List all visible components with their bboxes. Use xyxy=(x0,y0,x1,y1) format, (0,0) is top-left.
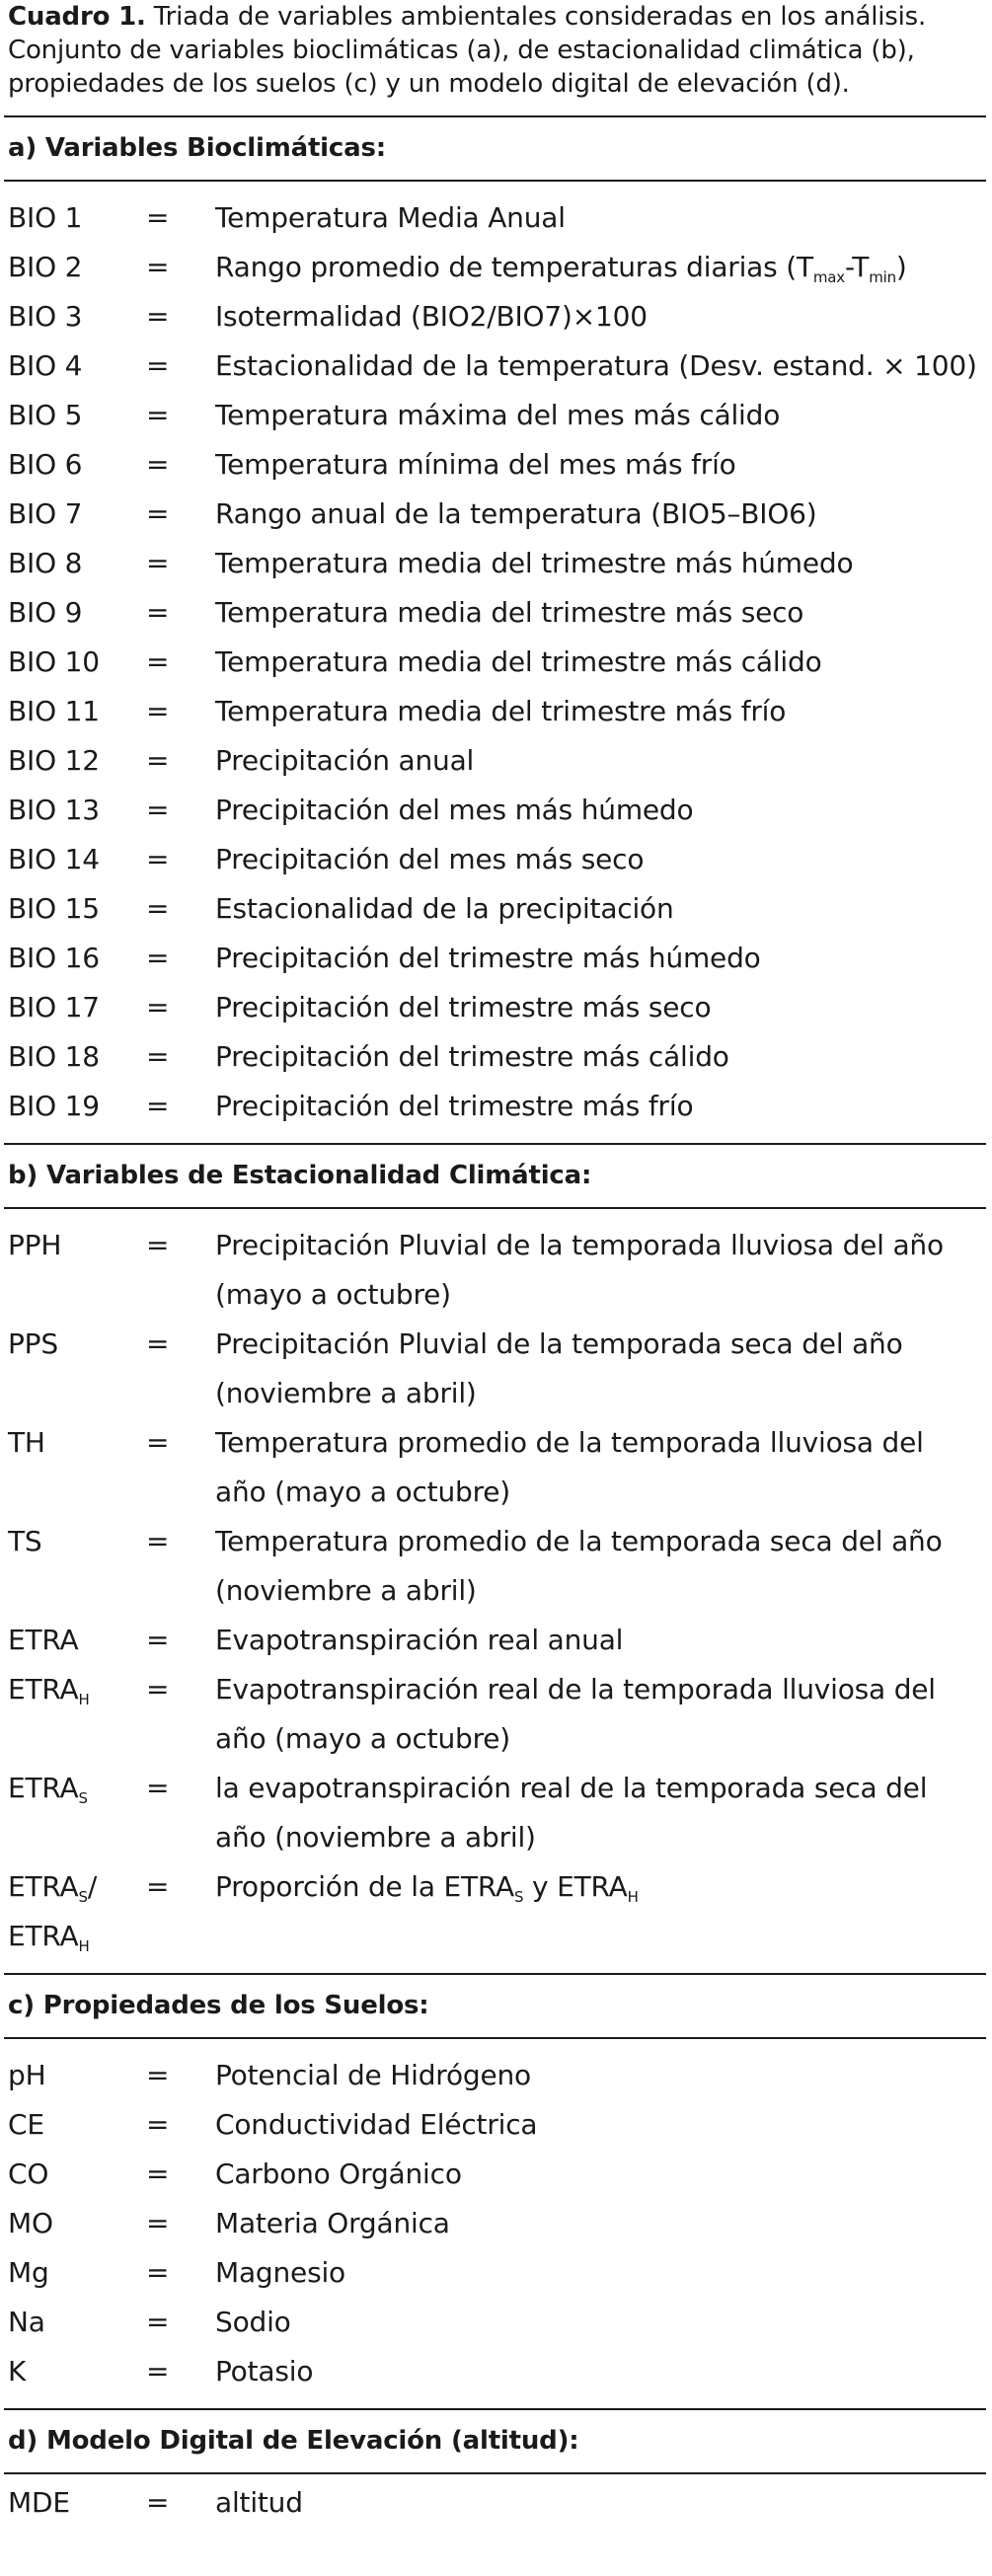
equals-sign: = xyxy=(146,1772,170,1804)
variable-code: BIO 4 xyxy=(8,349,83,382)
variable-description: Estacionalidad de la precipitación xyxy=(215,892,674,925)
variable-description: Potasio xyxy=(215,2355,314,2387)
variable-code: TH xyxy=(8,1426,45,1459)
equals-sign: = xyxy=(146,2306,170,2338)
variable-description: Temperatura media del trimestre más seco xyxy=(215,596,804,629)
equals-sign: = xyxy=(146,251,170,283)
equals-sign: = xyxy=(146,399,170,431)
table-row xyxy=(8,2150,984,2199)
variable-code: TS xyxy=(8,1525,42,1557)
table-row xyxy=(8,638,984,687)
table-row xyxy=(8,1082,984,1131)
variable-code: BIO 10 xyxy=(8,645,100,678)
section-b-rows xyxy=(8,1209,984,1973)
section-b-title: b) Variables de Estacionalidad Climática: xyxy=(8,1161,592,1190)
equals-sign: = xyxy=(146,695,170,727)
equals-sign: = xyxy=(146,942,170,974)
variable-description: Precipitación del mes más húmedo xyxy=(215,794,694,826)
table-row xyxy=(8,1517,984,1616)
table-row xyxy=(8,2298,984,2347)
variable-code: BIO 14 xyxy=(8,843,100,875)
equals-sign: = xyxy=(146,497,170,530)
variable-description: altitud xyxy=(215,2486,303,2519)
table-row xyxy=(8,391,984,440)
variable-description: Conductividad Eléctrica xyxy=(215,2108,538,2141)
variable-code: K xyxy=(8,2355,27,2387)
variable-description: la evapotranspiración real de la temporada seca del año (noviembre a abril) xyxy=(215,1772,928,1854)
variable-code: BIO 3 xyxy=(8,300,83,333)
table-row xyxy=(8,934,984,983)
equals-sign: = xyxy=(146,596,170,629)
variable-code: Na xyxy=(8,2306,45,2338)
section-d-rows xyxy=(8,2474,984,2539)
equals-sign: = xyxy=(146,201,170,234)
table-row xyxy=(8,1764,984,1862)
variable-description: Temperatura máxima del mes más cálido xyxy=(215,399,781,431)
variable-code: $ETRA_S/$ $ETRA_H$ xyxy=(8,1870,98,1955)
variable-description: Isotermalidad (BIO2/BIO7)×100 xyxy=(215,300,648,333)
variable-description: Temperatura media del trimestre más frío xyxy=(215,695,787,727)
variable-code: $ETRA_S$ xyxy=(8,1772,88,1807)
table-row xyxy=(8,292,984,341)
equals-sign: = xyxy=(146,1229,170,1261)
variable-code: PPS xyxy=(8,1327,58,1360)
table-row xyxy=(8,687,984,736)
variable-description: Rango promedio de temperaturas diarias $(T_{max}-T_{min})$ xyxy=(215,251,907,286)
table-row xyxy=(8,2248,984,2298)
variable-description: Precipitación del trimestre más frío xyxy=(215,1090,694,1122)
variable-code: $ETRA_H$ xyxy=(8,1673,90,1708)
variable-code: BIO 2 xyxy=(8,251,83,283)
equals-sign: = xyxy=(146,2486,170,2519)
equals-sign: = xyxy=(146,794,170,826)
variable-code: PPH xyxy=(8,1229,62,1261)
equals-sign: = xyxy=(146,1624,170,1656)
variable-code: CE xyxy=(8,2108,44,2141)
variable-code: BIO 13 xyxy=(8,794,100,826)
variable-description: Proporción de la $ETRA_S$ y $ETRA_H$ xyxy=(215,1870,639,1906)
equals-sign: = xyxy=(146,991,170,1023)
equals-sign: = xyxy=(146,1870,170,1903)
variable-description: Temperatura media del trimestre más húmedo xyxy=(215,547,854,579)
variable-code: BIO 5 xyxy=(8,399,83,431)
variable-code: BIO 7 xyxy=(8,497,83,530)
variable-code: CO xyxy=(8,2158,49,2190)
equals-sign: = xyxy=(146,843,170,875)
table-row xyxy=(8,983,984,1032)
variable-description: Rango anual de la temperatura (BIO5–BIO6) xyxy=(215,497,817,530)
table-row xyxy=(8,1665,984,1764)
section-c-title: c) Propiedades de los Suelos: xyxy=(8,1991,429,2020)
table-row xyxy=(8,884,984,934)
table-row xyxy=(8,2100,984,2150)
variable-code: BIO 19 xyxy=(8,1090,100,1122)
caption-label: Cuadro 1. xyxy=(8,2,146,32)
table-row xyxy=(8,2051,984,2100)
variable-code: BIO 9 xyxy=(8,596,83,629)
variable-description: Temperatura media del trimestre más cálido xyxy=(215,645,822,678)
table-row xyxy=(8,1418,984,1517)
table-row xyxy=(8,2199,984,2248)
variable-description: Precipitación del trimestre más cálido xyxy=(215,1040,729,1073)
equals-sign: = xyxy=(146,1327,170,1360)
variable-description: Temperatura Media Anual xyxy=(215,201,566,234)
equals-sign: = xyxy=(146,349,170,382)
variable-code: BIO 1 xyxy=(8,201,83,234)
equals-sign: = xyxy=(146,448,170,481)
table-row xyxy=(8,243,984,292)
variable-code: BIO 17 xyxy=(8,991,100,1023)
equals-sign: = xyxy=(146,1673,170,1705)
table-row xyxy=(8,1320,984,1418)
equals-sign: = xyxy=(146,2256,170,2289)
equals-sign: = xyxy=(146,744,170,777)
table-caption xyxy=(8,0,984,101)
table-row xyxy=(8,588,984,638)
table-row xyxy=(8,1032,984,1082)
variable-description: Evapotranspiración real de la temporada lluviosa del año (mayo a octubre) xyxy=(215,1673,936,1755)
table-row xyxy=(8,835,984,884)
table-row xyxy=(8,1862,984,1961)
equals-sign: = xyxy=(146,1040,170,1073)
table-row xyxy=(8,736,984,786)
variable-code: MO xyxy=(8,2207,53,2239)
variable-code: ETRA xyxy=(8,1624,79,1656)
section-d-title: d) Modelo Digital de Elevación (altitud): xyxy=(8,2426,579,2456)
variable-description: Precipitación del mes más seco xyxy=(215,843,645,875)
variable-code: BIO 8 xyxy=(8,547,83,579)
variable-description: Magnesio xyxy=(215,2256,345,2289)
table-row xyxy=(8,2478,984,2528)
variable-description: Temperatura mínima del mes más frío xyxy=(215,448,736,481)
table-row xyxy=(8,1221,984,1320)
equals-sign: = xyxy=(146,2355,170,2387)
variable-description: Temperatura promedio de la temporada seca del año (noviembre a abril) xyxy=(215,1525,943,1607)
equals-sign: = xyxy=(146,2207,170,2239)
section-c-rows xyxy=(8,2039,984,2408)
variable-description: Precipitación Pluvial de la temporada lluviosa del año (mayo a octubre) xyxy=(215,1229,944,1311)
equals-sign: = xyxy=(146,645,170,678)
variable-code: MDE xyxy=(8,2486,70,2519)
caption-text: Triada de variables ambientales consideradas en los análisis. Conjunto de variables bioclimáticas (a), de estacionalidad climática (b), propiedades de los suelos (c) y un modelo digital de elevación (d). xyxy=(8,2,927,99)
variable-description: Materia Orgánica xyxy=(215,2207,450,2239)
variable-code: BIO 15 xyxy=(8,892,100,925)
variable-description: Sodio xyxy=(215,2306,291,2338)
variable-code: Mg xyxy=(8,2256,49,2289)
section-a-title: a) Variables Bioclimáticas: xyxy=(8,133,386,163)
section-a-rows xyxy=(8,182,984,1143)
variable-code: BIO 18 xyxy=(8,1040,100,1073)
equals-sign: = xyxy=(146,1090,170,1122)
variable-description: Potencial de Hidrógeno xyxy=(215,2059,531,2091)
variable-description: Carbono Orgánico xyxy=(215,2158,462,2190)
equals-sign: = xyxy=(146,547,170,579)
variable-description: Temperatura promedio de la temporada lluviosa del año (mayo a octubre) xyxy=(215,1426,924,1508)
table-row xyxy=(8,786,984,835)
table-row xyxy=(8,539,984,588)
variable-description: Precipitación Pluvial de la temporada seca del año (noviembre a abril) xyxy=(215,1327,903,1409)
variable-description: Precipitación anual xyxy=(215,744,475,777)
variable-description: Evapotranspiración real anual xyxy=(215,1624,624,1656)
variable-code: pH xyxy=(8,2059,46,2091)
table-row xyxy=(8,1616,984,1665)
variable-description: Precipitación del trimestre más seco xyxy=(215,991,712,1023)
table-row xyxy=(8,490,984,539)
variable-description: Precipitación del trimestre más húmedo xyxy=(215,942,761,974)
table-row xyxy=(8,193,984,243)
equals-sign: = xyxy=(146,1426,170,1459)
equals-sign: = xyxy=(146,1525,170,1557)
table-row xyxy=(8,440,984,490)
equals-sign: = xyxy=(146,892,170,925)
variable-description: Estacionalidad de la temperatura (Desv. estand. × 100) xyxy=(215,349,977,382)
variable-code: BIO 16 xyxy=(8,942,100,974)
equals-sign: = xyxy=(146,2158,170,2190)
variable-code: BIO 12 xyxy=(8,744,100,777)
variable-code: BIO 6 xyxy=(8,448,83,481)
equals-sign: = xyxy=(146,300,170,333)
table-row xyxy=(8,2347,984,2396)
variable-code: BIO 11 xyxy=(8,695,100,727)
equals-sign: = xyxy=(146,2108,170,2141)
table-row xyxy=(8,341,984,391)
equals-sign: = xyxy=(146,2059,170,2091)
